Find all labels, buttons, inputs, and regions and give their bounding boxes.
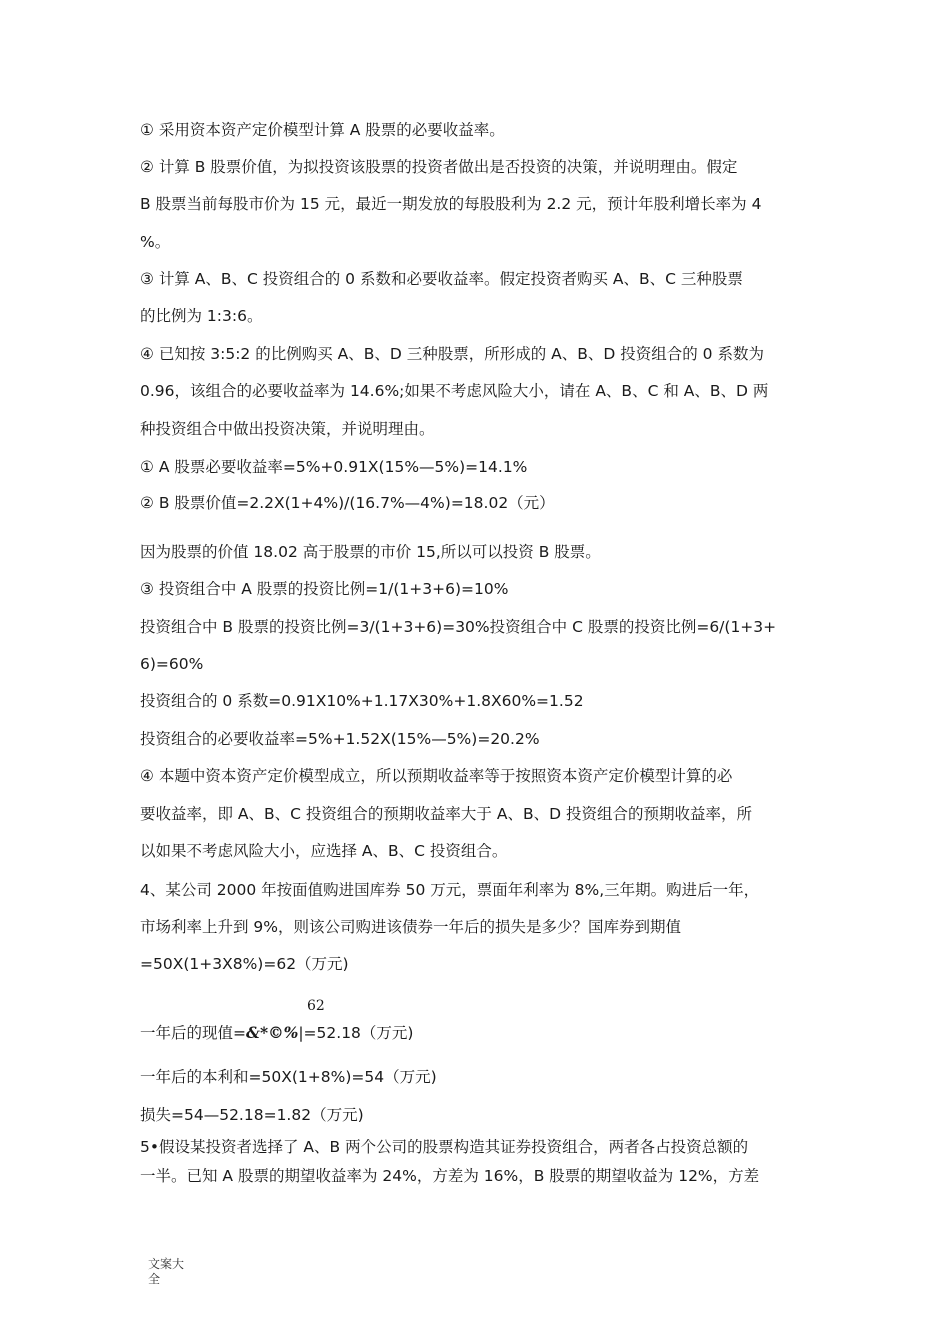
text-line: 损失=54—52.18=1.82（万元) bbox=[140, 1106, 364, 1124]
footer-text-line2: 全 bbox=[148, 1272, 161, 1286]
text-line: ① A 股票必要收益率=5%+0.91X(15%—5%)=14.1% bbox=[140, 458, 528, 476]
present-value-line bbox=[140, 1023, 413, 1043]
pv-suffix: |=52.18（万元) bbox=[298, 1024, 414, 1042]
text-line: B 股票当前每股市价为 15 元，最近一期发放的每股股利为 2.2 元，预计年股利增长率为 4 bbox=[140, 195, 762, 213]
text-line: %。 bbox=[140, 233, 171, 251]
text-line: 投资组合的 0 系数=0.91X10%+1.17X30%+1.8X60%=1.52 bbox=[140, 692, 584, 710]
text-line: 投资组合中 B 股票的投资比例=3/(1+3+6)=30%投资组合中 C 股票的投资比例=6/(1+3+ bbox=[140, 618, 777, 636]
text-line: 市场利率上升到 9%，则该公司购进该债券一年后的损失是多少？国库券到期值 bbox=[140, 918, 682, 936]
text-line: ② 计算 B 股票价值，为拟投资该股票的投资者做出是否投资的决策，并说明理由。假定 bbox=[140, 158, 738, 176]
text-line: ① 采用资本资产定价模型计算 A 股票的必要收益率。 bbox=[140, 121, 505, 139]
text-line: 要收益率，即 A、B、C 投资组合的预期收益率大于 A、B、D 投资组合的预期收益率，所 bbox=[140, 805, 752, 823]
text-line: ④ 本题中资本资产定价模型成立，所以预期收益率等于按照资本资产定价模型计算的必 bbox=[140, 767, 733, 785]
text-line: 种投资组合中做出投资决策，并说明理由。 bbox=[140, 420, 435, 438]
text-line: 0.96，该组合的必要收益率为 14.6%;如果不考虑风险大小，请在 A、B、C 和 A、B、D 两 bbox=[140, 382, 769, 400]
text-line: 一年后的本利和=50X(1+8%)=54（万元) bbox=[140, 1068, 437, 1086]
pv-prefix: 一年后的现值= bbox=[140, 1024, 246, 1042]
fraction-numerator: 62 bbox=[307, 998, 325, 1014]
text-line: 4、某公司 2000 年按面值购进国库券 50 万元，票面年利率为 8%,三年期。购进后一年， bbox=[140, 881, 760, 899]
text-line: 的比例为 1:3:6。 bbox=[140, 307, 263, 325]
text-line: 5•假设某投资者选择了 A、B 两个公司的股票构造其证券投资组合，两者各占投资总额的 bbox=[140, 1138, 749, 1156]
text-line: 一半。已知 A 股票的期望收益率为 24%，方差为 16%，B 股票的期望收益为 12%，方差 bbox=[140, 1167, 760, 1185]
text-line: ④ 已知按 3:5:2 的比例购买 A、B、D 三种股票，所形成的 A、B、D 投资组合的 0 系数为 bbox=[140, 345, 764, 363]
footer-text-line1: 文案大 bbox=[148, 1257, 185, 1271]
text-line: ② B 股票价值=2.2X(1+4%)/(16.7%—4%)=18.02（元） bbox=[140, 494, 555, 512]
text-line: ③ 计算 A、B、C 投资组合的 0 系数和必要收益率。假定投资者购买 A、B、C 三种股票 bbox=[140, 270, 743, 288]
text-line: 投资组合的必要收益率=5%+1.52X(15%—5%)=20.2% bbox=[140, 730, 540, 748]
text-line: 以如果不考虑风险大小，应选择 A、B、C 投资组合。 bbox=[140, 842, 508, 860]
text-line: 因为股票的价值 18.02 高于股票的市价 15,所以可以投资 B 股票。 bbox=[140, 543, 601, 561]
garbled-symbols: &*©% bbox=[246, 1023, 299, 1042]
text-line: =50X(1+3X8%)=62（万元) bbox=[140, 955, 349, 973]
text-line: ③ 投资组合中 A 股票的投资比例=1/(1+3+6)=10% bbox=[140, 580, 509, 598]
text-line: 6)=60% bbox=[140, 655, 204, 673]
